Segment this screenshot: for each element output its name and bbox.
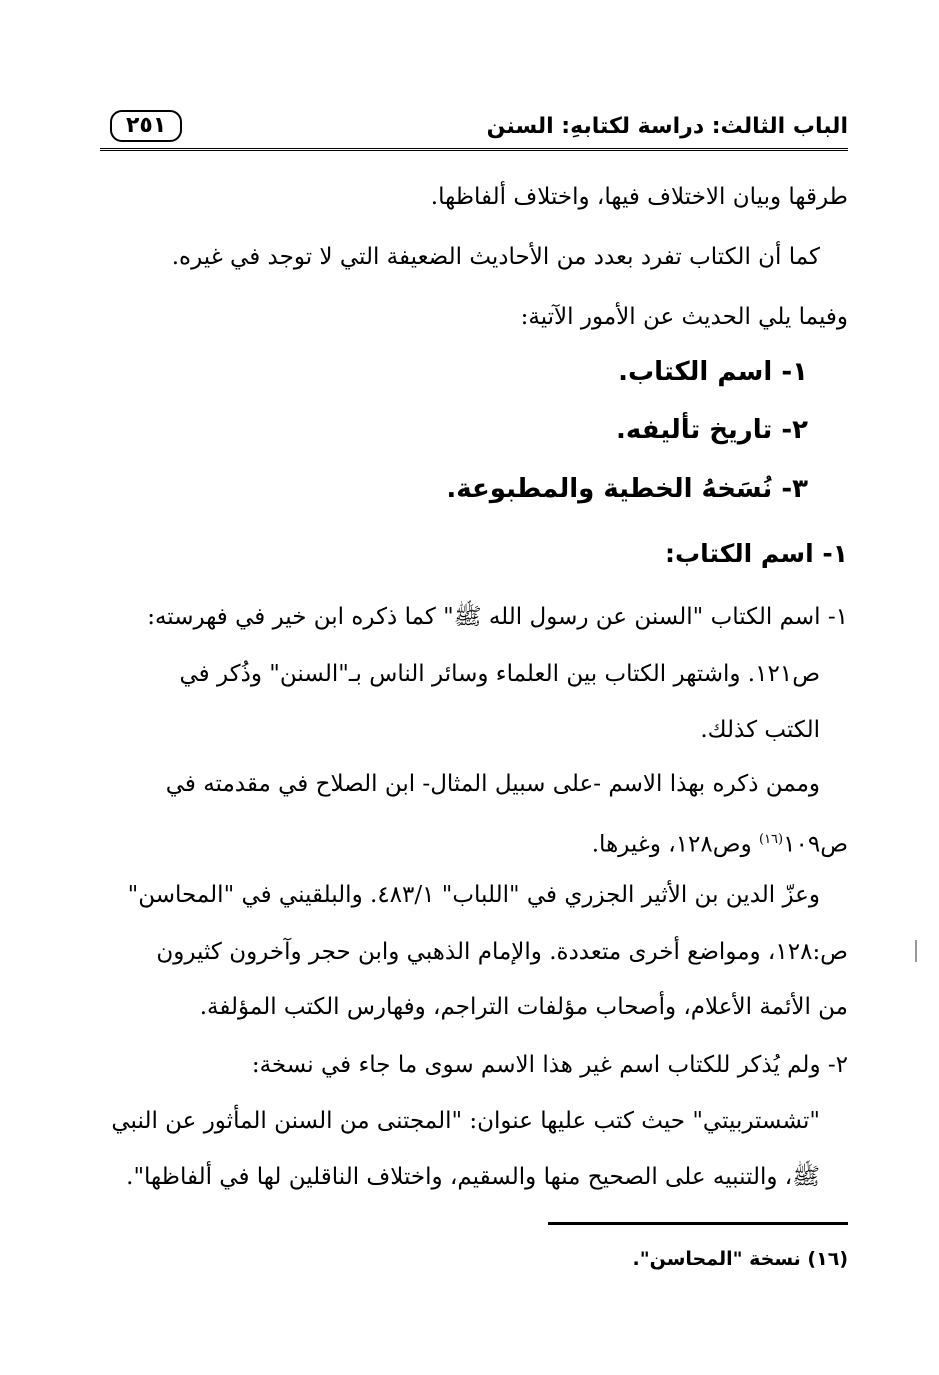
- document-page: [100, 0, 848, 1375]
- body-line: ص١٢١. واشتهر الكتاب بين العلماء وسائر الناس بـ"السنن" وذُكر في: [179, 661, 820, 687]
- topic-list-item: ١- اسم الكتاب.: [618, 357, 808, 387]
- footnote-separator: [548, 1222, 848, 1225]
- body-line: وعزّ الدين بن الأثير الجزري في "اللباب" ٤٨٣/١. والبلقيني في "المحاسن": [127, 882, 820, 908]
- page-number: ٢٥١: [110, 110, 182, 142]
- body-line: من الأئمة الأعلام، وأصحاب مؤلفات التراجم، وفهارس الكتب المؤلفة.: [199, 994, 848, 1020]
- page-ref: ص١٠٩: [783, 831, 848, 858]
- running-header: [100, 108, 848, 151]
- body-line: ٢- ولم يُذكر للكتاب اسم غير هذا الاسم سوى ما جاء في نسخة:: [251, 1052, 848, 1078]
- body-line: ١- اسم الكتاب "السنن عن رسول الله ﷺ" كما ذكره ابن خير في فهرسته:: [147, 604, 848, 630]
- topic-list-item: ٣- نُسَخهُ الخطية والمطبوعة.: [446, 474, 808, 504]
- body-line: طرقها وبيان الاختلاف فيها، واختلاف ألفاظها.: [430, 184, 848, 210]
- body-line: كما أن الكتاب تفرد بعدد من الأحاديث الضعيفة التي لا توجد في غيره.: [171, 244, 820, 270]
- footnote-marker: (١٦): [759, 832, 784, 847]
- footnote: (١٦) نسخة "المحاسن".: [632, 1248, 848, 1270]
- topic-list-item: ٢- تاريخ تأليفه.: [615, 415, 808, 445]
- body-line: ﷺ، والتنبيه على الصحيح منها والسقيم، واختلاف الناقلين لها في ألفاظها".: [126, 1164, 820, 1190]
- body-line: الكتب كذلك.: [700, 717, 820, 743]
- chapter-title: الباب الثالث: دراسة لكتابهِ: السنن: [486, 114, 848, 139]
- section-heading: ١- اسم الكتاب:: [664, 539, 848, 568]
- body-line: وممن ذكره بهذا الاسم -على سبيل المثال- ابن الصلاح في مقدمته في: [165, 771, 820, 797]
- body-line: "تشستربيتي" حيث كتب عليها عنوان: "المجتنى من السنن المأثور عن النبي: [111, 1108, 820, 1134]
- body-line: [100, 823, 848, 862]
- body-line: ص:١٢٨، ومواضع أخرى متعددة. والإمام الذهبي وابن حجر وآخرون كثيرون: [156, 939, 848, 965]
- body-line: وفيما يلي الحديث عن الأمور الآتية:: [520, 304, 848, 330]
- page-ref-rest: وص١٢٨، وغيرها.: [591, 831, 759, 858]
- margin-mark: [915, 940, 917, 962]
